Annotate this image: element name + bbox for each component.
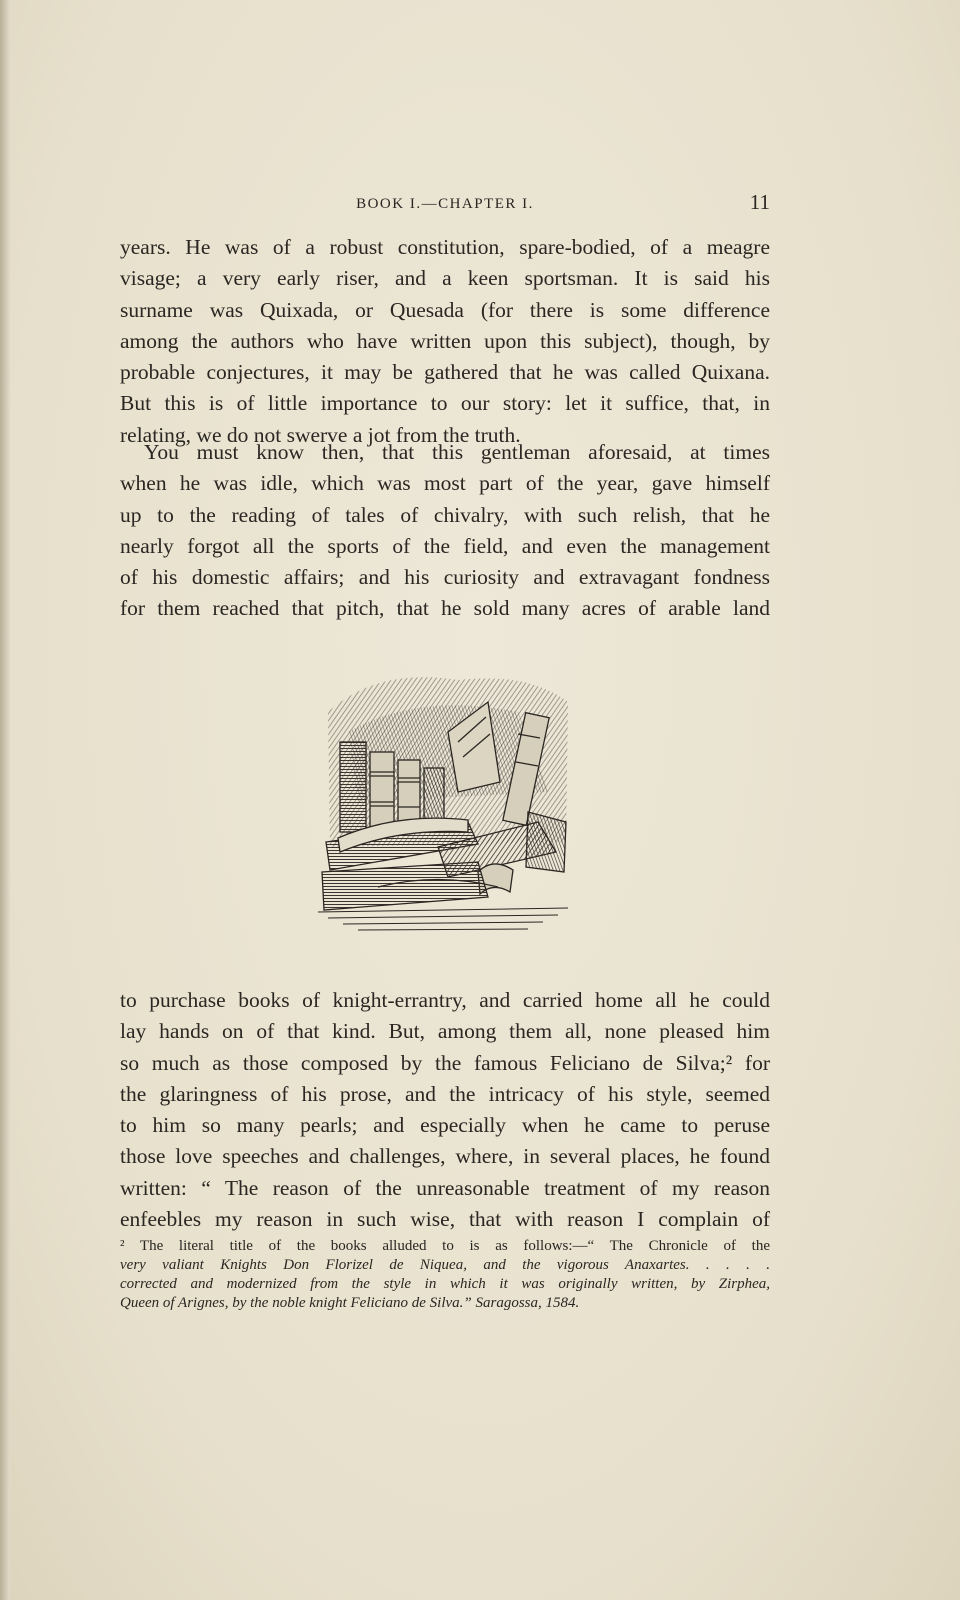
text-line: probable conjectures, it may be gathered that he was called Quixana. — [120, 360, 770, 385]
footnote-line: ² The literal title of the books alluded to is as follows:—“ The Chronicle of the — [120, 1238, 770, 1254]
text-line: lay hands on of that kind. But, among them all, none pleased him — [120, 1019, 770, 1044]
text-line: to him so many pearls; and especially when he came to peruse — [120, 1113, 770, 1138]
text-line: for them reached that pitch, that he sold many acres of arable land — [120, 596, 770, 621]
pile-of-books-engraving-icon — [318, 672, 578, 940]
text-line: those love speeches and challenges, where, in several places, he found — [120, 1144, 770, 1169]
footnote-line: corrected and modernized from the style in which it was originally written, by Zirphea, — [120, 1276, 770, 1292]
text-line: written: “ The reason of the unreasonable treatment of my reason — [120, 1175, 770, 1200]
page-gutter-shadow — [0, 0, 10, 1600]
text-line: visage; a very early riser, and a keen sportsman. It is said his — [120, 266, 770, 291]
text-line: when he was idle, which was most part of the year, gave himself — [120, 471, 770, 496]
text-line: relating, we do not swerve a jot from the truth. — [120, 422, 521, 447]
running-head — [120, 192, 770, 218]
paragraph-3 — [120, 985, 770, 1235]
page-number: 11 — [749, 190, 770, 214]
text-line: the glaringness of his prose, and the intricacy of his style, seemed — [120, 1081, 770, 1106]
text-line: years. He was of a robust constitution, spare-bodied, of a meagre — [120, 235, 770, 259]
text-line: to purchase books of knight-errantry, and carried home all he could — [120, 988, 770, 1012]
text-line: surname was Quixada, or Quesada (for there is some difference — [120, 297, 770, 322]
footnote — [120, 1237, 770, 1313]
paragraph-1 — [120, 232, 770, 451]
paragraph-2 — [120, 437, 770, 625]
footnote-line: Queen of Arignes, by the noble knight Feliciano de Silva.” Saragossa, 1584. — [120, 1295, 580, 1311]
text-line: nearly forgot all the sports of the field, and even the management — [120, 533, 770, 558]
text-line: You must know then, that this gentleman aforesaid, at times — [144, 440, 770, 464]
text-line: up to the reading of tales of chivalry, with such relish, that he — [120, 502, 770, 527]
running-title: BOOK I.—CHAPTER I. — [356, 196, 534, 212]
text-line: among the authors who have written upon this subject), though, by — [120, 328, 770, 353]
books-pile-illustration — [318, 672, 578, 940]
text-line: enfeebles my reason in such wise, that with reason I complain of — [120, 1207, 770, 1232]
footnote-line: very valiant Knights Don Florizel de Niquea, and the vigorous Anaxartes. . . . . — [120, 1257, 770, 1273]
text-line: so much as those composed by the famous Feliciano de Silva;² for — [120, 1050, 770, 1075]
text-line: But this is of little importance to our story: let it suffice, that, in — [120, 391, 770, 416]
text-line: of his domestic affairs; and his curiosity and extravagant fondness — [120, 565, 770, 590]
